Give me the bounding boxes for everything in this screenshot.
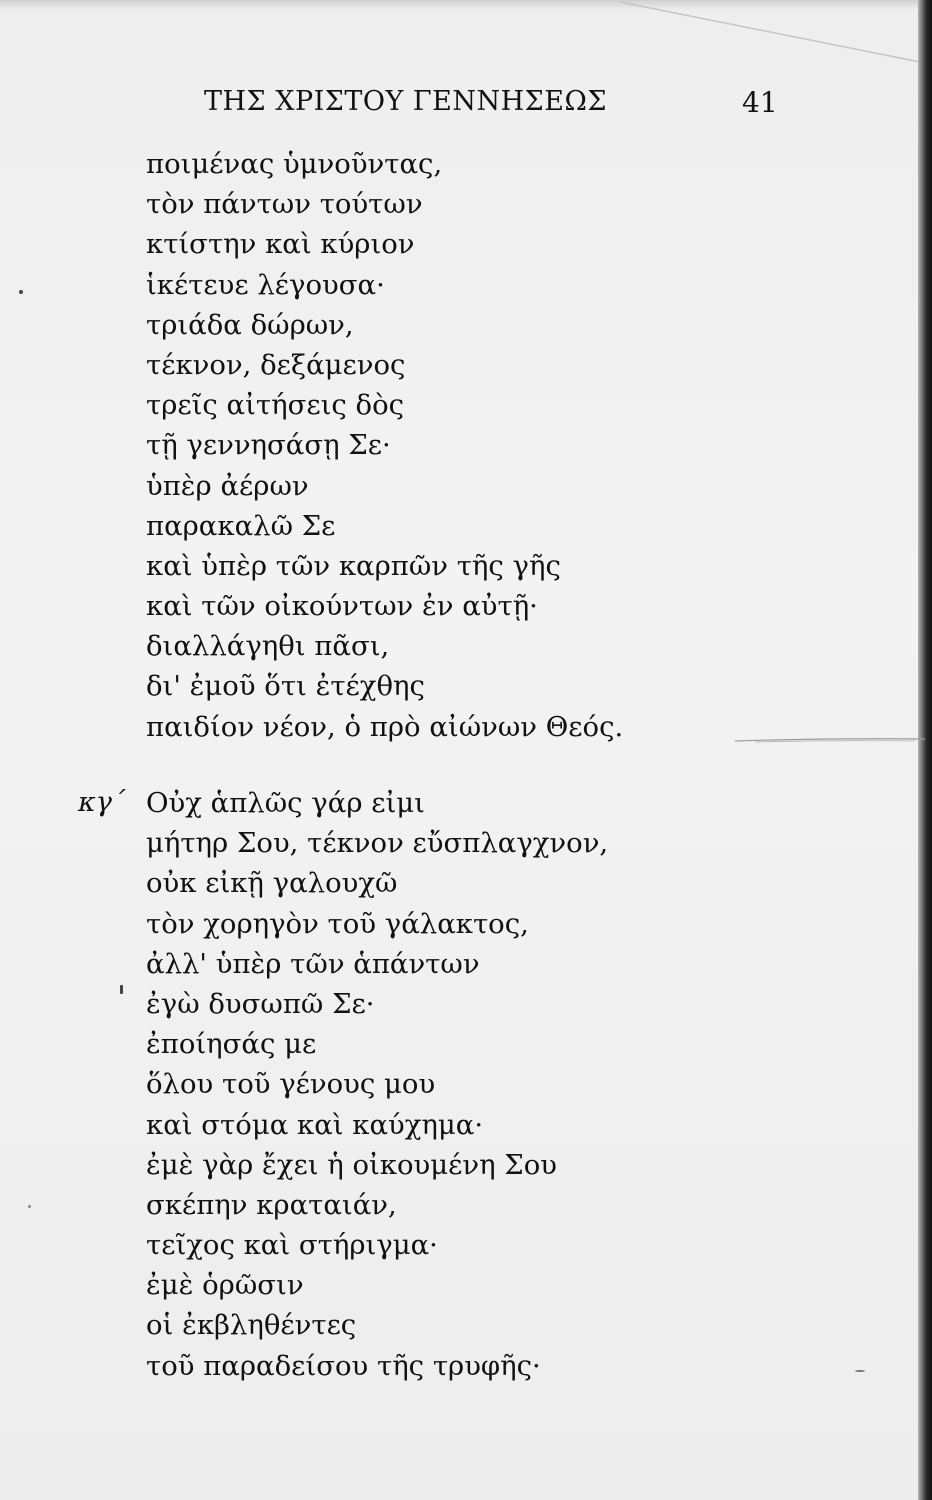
verse-line: τοῦ παραδείσου τῆς τρυφῆς· bbox=[146, 1349, 541, 1382]
stanza-1 bbox=[146, 144, 623, 747]
stanza-number: κγ΄ bbox=[78, 787, 126, 818]
running-title: ΤΗΣ ΧΡΙΣΤΟΥ ΓΕΝΝΗΣΕΩΣ bbox=[204, 86, 607, 117]
verse-line: οὐκ εἰκῇ γαλουχῶ bbox=[146, 867, 398, 900]
verse-line: ἐποίησάς με bbox=[146, 1028, 317, 1061]
verse-line: τεῖχος καὶ στήριγμα· bbox=[146, 1229, 438, 1262]
verse-line: τέκνον, δεξάμενος bbox=[146, 348, 406, 381]
verse-line: καὶ τῶν οἰκούντων ἐν αὐτῇ· bbox=[146, 590, 538, 623]
verse-line: τῇ γεννησάσῃ Σε· bbox=[146, 429, 391, 462]
ink-speck bbox=[120, 985, 123, 994]
verse-line: διαλλάγηθι πᾶσι, bbox=[146, 630, 390, 663]
verse-line: παιδίον νέον, ὁ πρὸ αἰώνων Θεός. bbox=[146, 710, 624, 743]
verse-line: κτίστην καὶ κύριον bbox=[146, 228, 415, 261]
verse-line: καὶ ὑπὲρ τῶν καρπῶν τῆς γῆς bbox=[146, 549, 561, 582]
verse-line: τρεῖς αἰτήσεις δὸς bbox=[146, 389, 405, 422]
verse-line: δι' ἐμοῦ ὅτι ἐτέχθης bbox=[146, 670, 425, 703]
verse-line: παρακαλῶ Σε bbox=[146, 509, 336, 542]
verse-line: τριάδα δώρων, bbox=[146, 308, 354, 341]
verse-line: σκέπην κραταιάν, bbox=[146, 1188, 397, 1221]
ink-speck bbox=[855, 1370, 865, 1372]
verse-line: οἱ ἐκβληθέντες bbox=[146, 1309, 357, 1342]
verse-line: ἱκέτευε λέγουσα· bbox=[146, 268, 385, 301]
verse-line: ὅλου τοῦ γένους μου bbox=[146, 1068, 436, 1101]
verse-line: ὑπὲρ ἀέρων bbox=[146, 469, 309, 502]
page-edge-shadow bbox=[918, 0, 932, 1500]
verse-line: τὸν χορηγὸν τοῦ γάλακτος, bbox=[146, 907, 529, 940]
verse-line: ἀλλ' ὑπὲρ τῶν ἁπάντων bbox=[146, 947, 480, 980]
verse-line: ἐγὼ δυσωπῶ Σε· bbox=[146, 987, 375, 1020]
page-number: 41 bbox=[742, 86, 778, 119]
verse-line: ἐμὲ γὰρ ἔχει ἡ οἰκουμένη Σου bbox=[146, 1148, 558, 1181]
verse-line: καὶ στόμα καὶ καύχημα· bbox=[146, 1108, 484, 1141]
pencil-mark bbox=[735, 735, 925, 745]
verse-line: τὸν πάντων τούτων bbox=[146, 188, 423, 221]
page-header bbox=[0, 86, 932, 126]
ink-speck bbox=[19, 290, 23, 294]
verse-line: ποιμένας ὑμνοῦντας, bbox=[146, 148, 443, 180]
verse-line: μήτηρ Σου, τέκνον εὔσπλαγχνον, bbox=[146, 827, 609, 860]
ink-speck bbox=[28, 1205, 31, 1208]
verse-line: Οὐχ ἁπλῶς γάρ εἰμι bbox=[146, 787, 425, 819]
page-crease bbox=[620, 0, 920, 70]
stanza-2 bbox=[146, 783, 608, 1386]
verse-line: ἐμὲ ὁρῶσιν bbox=[146, 1269, 304, 1302]
